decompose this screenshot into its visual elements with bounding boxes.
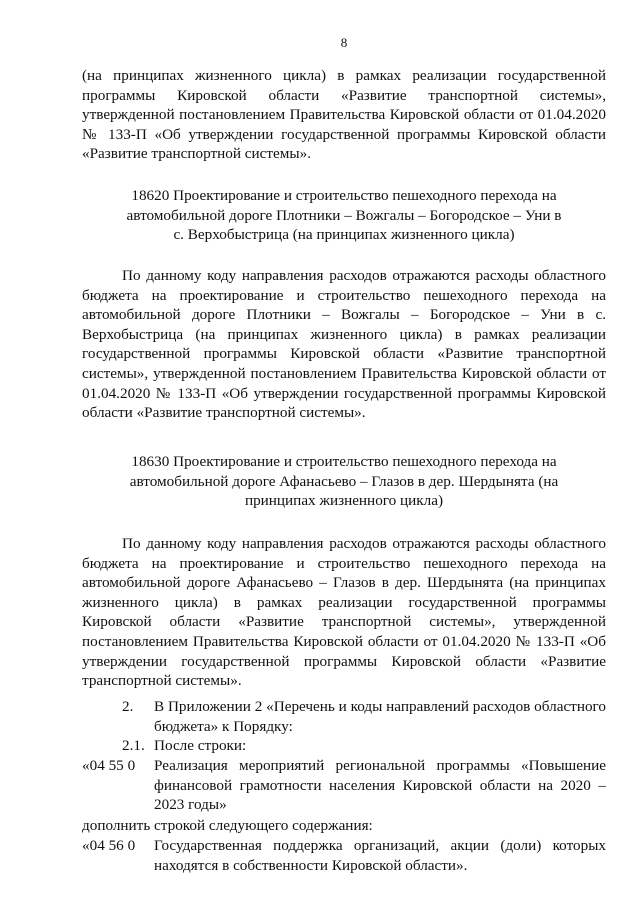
page-number: 8 <box>340 35 348 50</box>
list-item-2-1-text: После строки: <box>154 737 247 754</box>
section-heading-18620: 18620 Проектирование и строительство пешеходного перехода на автомобильной дороге Плотники – Вожгалы – Богородское – Уни в с. Верхобыстрица (на принципах жизненного цикла) <box>126 187 562 244</box>
code-row-04560-text: Государственная поддержка организаций, акции (доли) которых находятся в собственности Кировской области». <box>154 837 606 874</box>
code-row-04550-code: «04 55 0 <box>82 757 136 774</box>
list-item-2-text: В Приложении 2 «Перечень и коды направлений расходов областного бюджета» к Порядку: <box>154 698 606 735</box>
document-page <box>82 0 606 905</box>
supplement-line: дополнить строкой следующего содержания: <box>82 817 373 834</box>
list-item-2-1-number: 2.1. <box>122 737 145 754</box>
intro-paragraph: (на принципах жизненного цикла) в рамках реализации государственной программы Кировской области «Развитие транспортной системы», утвержденной постановлением Правительства Кировской области от 01.04.2020 № 133-П «Об утверждении государственной программы Кировской области «Развитие транспортной системы». <box>82 67 606 163</box>
section-body-18630: По данному коду направления расходов отражаются расходы областного бюджета на проектирование и строительство пешеходного перехода на автомобильной дороге Афанасьево – Глазов в дер. Шердынята (на принципах жизненного цикла) в рамках реализации государственной программы Кировской области «Развитие транспортной системы», утвержденной постановлением Правительства Кировской области от 01.04.2020 № 133-П «Об утверждении государственной программы Кировской области «Развитие транспортной системы». <box>82 535 606 690</box>
code-row-04560 <box>82 836 606 876</box>
list-item-2-number: 2. <box>122 698 134 715</box>
section-body-18620: По данному коду направления расходов отражаются расходы областного бюджета на проектирование и строительство пешеходного перехода на автомобильной дороге Плотники – Вожгалы – Богородское – Уни в с. Верхобыстрица (на принципах жизненного цикла) в рамках реализации государственной программы Кировской области «Развитие транспортной системы», утвержденной постановлением Правительства Кировской области от 01.04.2020 № 133-П «Об утверждении государственной программы Кировской области «Развитие транспортной системы». <box>82 267 606 422</box>
section-heading-18630: 18630 Проектирование и строительство пешеходного перехода на автомобильной дороге Афанасьево – Глазов в дер. Шердынята (на принципах жизненного цикла) <box>129 453 559 510</box>
code-row-04560-code: «04 56 0 <box>82 837 136 854</box>
code-row-04550 <box>82 756 606 816</box>
list-item-2-1 <box>82 736 606 756</box>
code-row-04550-text: Реализация мероприятий региональной программы «Повышение финансовой грамотности населения Кировской области на 2020 – 2023 годы» <box>154 757 606 814</box>
list-item-2 <box>82 697 606 737</box>
